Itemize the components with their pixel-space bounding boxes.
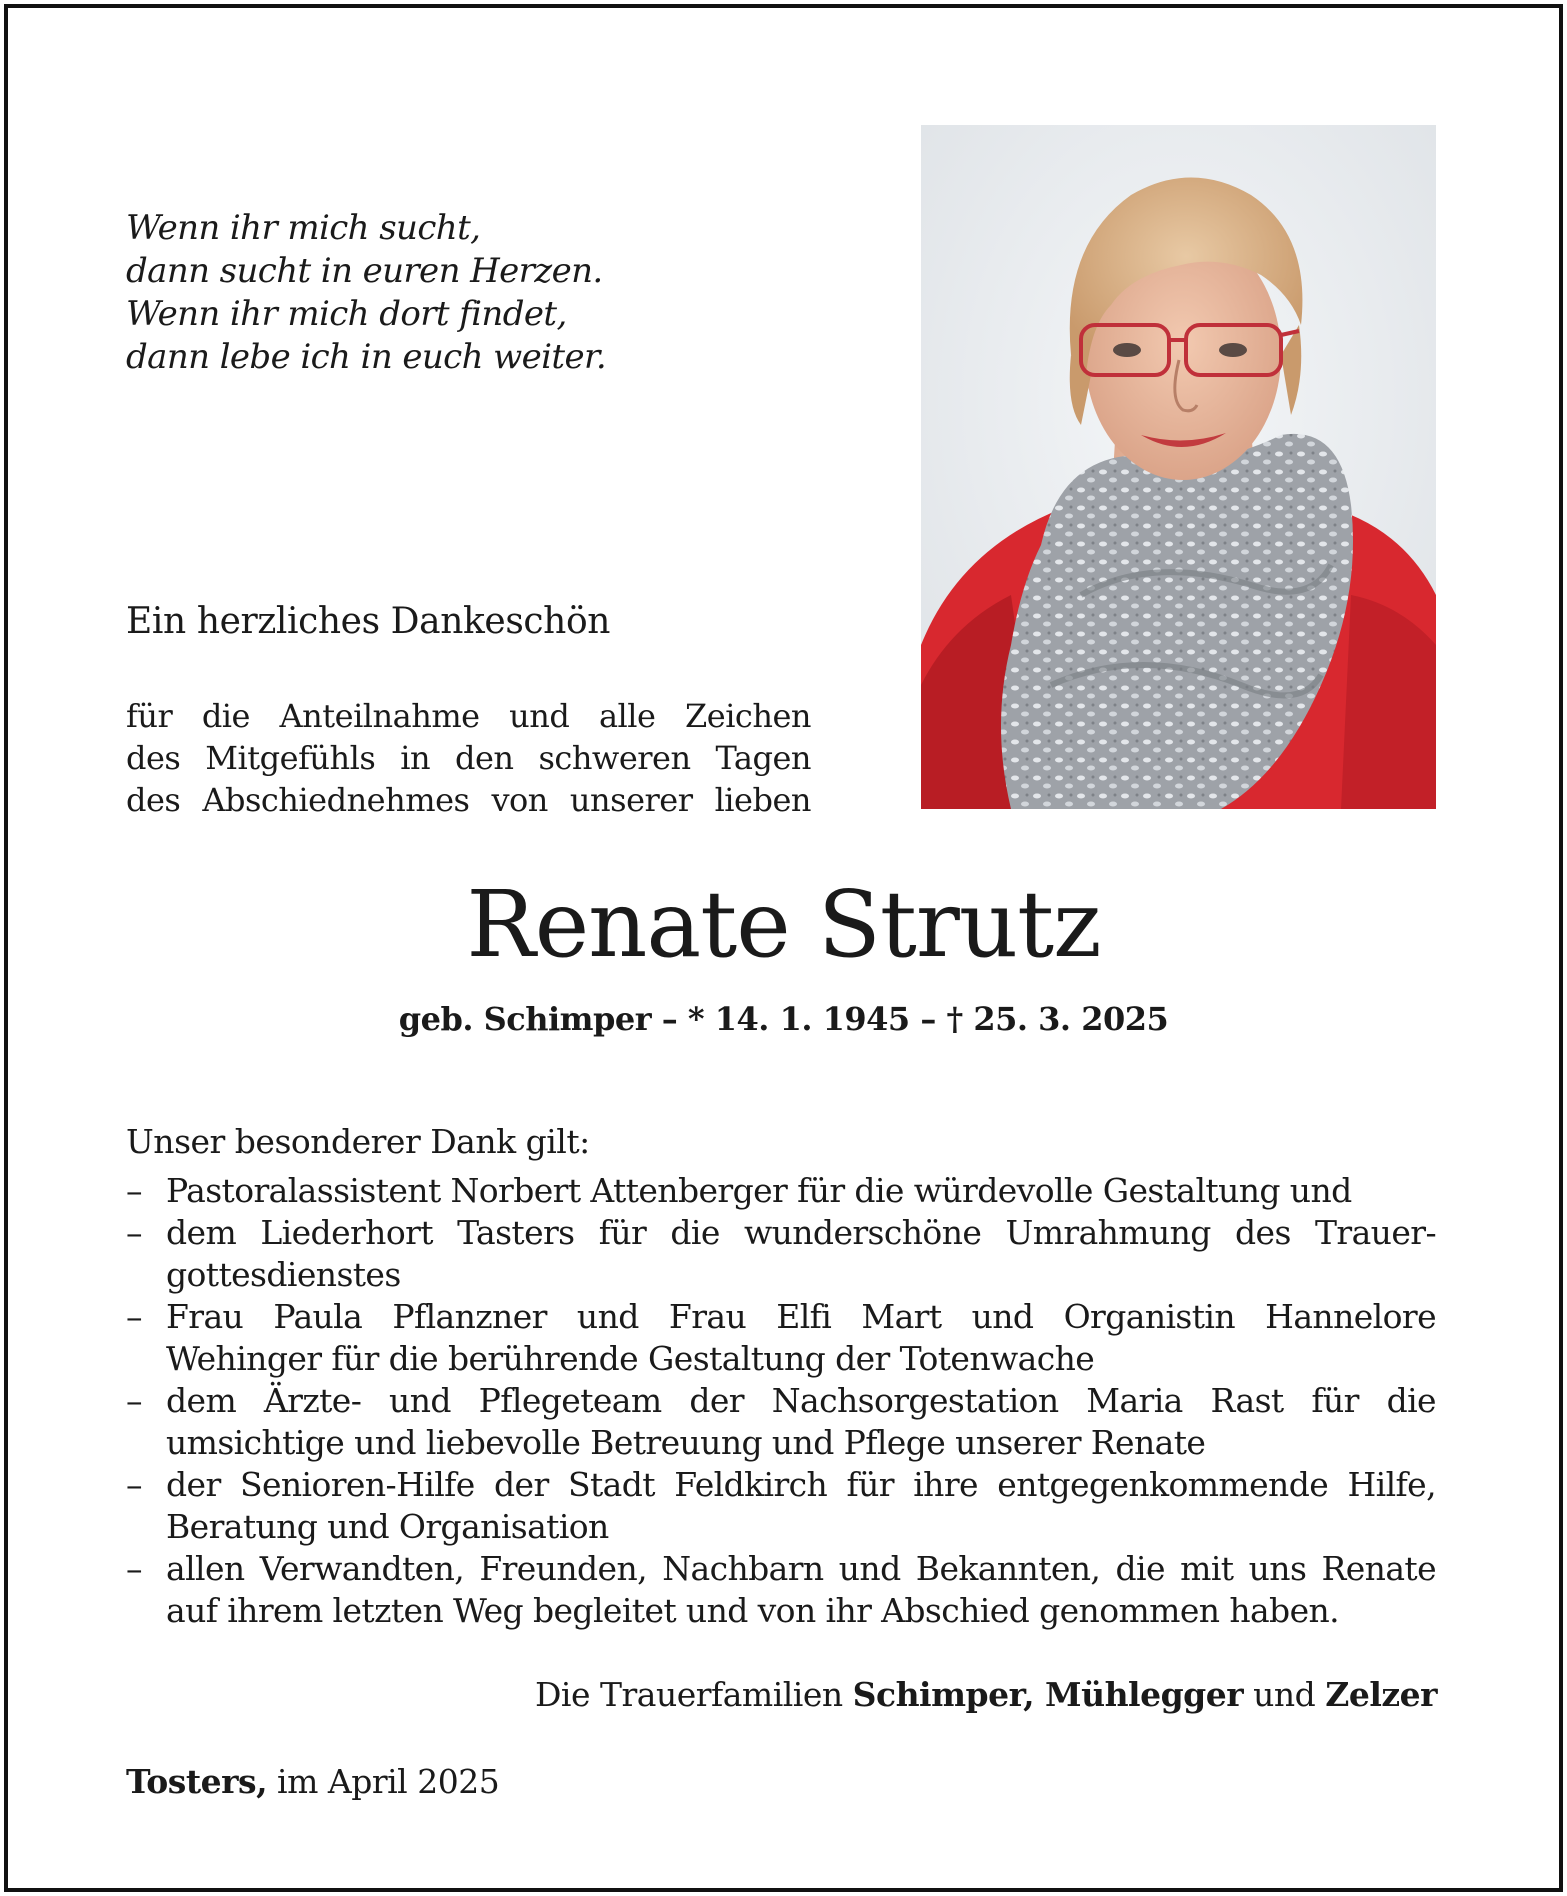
list-item-line: auf ihrem letzten Weg begleitet und von ihr Abschied genommen haben.	[166, 1591, 1340, 1630]
signoff-family-names: Schimper, Mühlegger	[852, 1675, 1244, 1714]
list-dash: –	[126, 1465, 142, 1504]
list-item	[126, 1548, 1436, 1632]
list-dash: –	[126, 1297, 142, 1336]
deceased-name: Renate Strutz	[466, 871, 1101, 978]
thanks-line: für die Anteilnahme und alle Zeichen	[126, 697, 811, 735]
list-dash: –	[126, 1213, 142, 1252]
signoff-connector: und	[1243, 1675, 1326, 1714]
quote-line: Wenn ihr mich dort findet,	[126, 294, 567, 334]
thanks-line: des Mitgefühls in den schweren Tagen	[126, 739, 811, 777]
signoff-prefix: Die Trauerfamilien	[534, 1675, 853, 1714]
family-signoff	[535, 1673, 1437, 1717]
thanks-heading: Ein herzliches Dankeschön	[126, 601, 610, 642]
special-thanks-list	[126, 1170, 1436, 1632]
list-item-line: Wehinger für die berührende Gestaltung der Totenwache	[166, 1339, 1095, 1378]
quote-line: dann lebe ich in euch weiter.	[126, 337, 607, 377]
place-date: im April 2025	[267, 1762, 500, 1801]
portrait-photo	[921, 125, 1436, 809]
thanks-line: des Abschiednehmes von unserer lieben	[126, 781, 811, 819]
list-item-line: der Senioren-Hilfe der Stadt Feldkirch für ihre entgegenkommende Hilfe,	[166, 1465, 1436, 1504]
list-item-line: dem Ärzte- und Pflegeteam der Nachsorgestation Maria Rast für die	[166, 1381, 1436, 1420]
signoff-family-name: Zelzer	[1325, 1675, 1437, 1714]
list-item-line: Beratung und Organisation	[166, 1507, 609, 1546]
list-dash: –	[126, 1381, 142, 1420]
birth-death-dates: geb. Schimper – * 14. 1. 1945 – † 25. 3. 2025	[398, 1000, 1169, 1038]
special-thanks-heading: Unser besonderer Dank gilt:	[126, 1122, 590, 1161]
place-and-date	[126, 1760, 499, 1804]
list-item-line: allen Verwandten, Freunden, Nachbarn und Bekannten, die mit uns Renate	[166, 1549, 1436, 1588]
thanks-paragraph	[126, 695, 811, 821]
list-item	[126, 1212, 1436, 1296]
list-item	[126, 1296, 1436, 1380]
list-item	[126, 1380, 1436, 1464]
list-item-line: dem Liederhort Tasters für die wunderschöne Umrahmung des Trauer-	[166, 1213, 1436, 1252]
list-item	[126, 1170, 1436, 1212]
list-item-line: umsichtige und liebevolle Betreuung und Pflege unserer Renate	[166, 1423, 1206, 1462]
list-dash: –	[126, 1549, 142, 1588]
list-item-line: gottesdienstes	[166, 1255, 401, 1294]
place-town: Tosters,	[126, 1762, 268, 1801]
quote-line: Wenn ihr mich sucht,	[126, 208, 481, 248]
list-dash: –	[126, 1171, 142, 1210]
list-item-line: Frau Paula Pflanzner und Frau Elfi Mart und Organistin Hannelore	[166, 1297, 1436, 1336]
memorial-quote	[126, 207, 606, 379]
list-item	[126, 1464, 1436, 1548]
quote-line: dann sucht in euren Herzen.	[126, 251, 603, 291]
list-item-line: Pastoralassistent Norbert Attenberger für die würdevolle Gestaltung und	[166, 1171, 1352, 1210]
